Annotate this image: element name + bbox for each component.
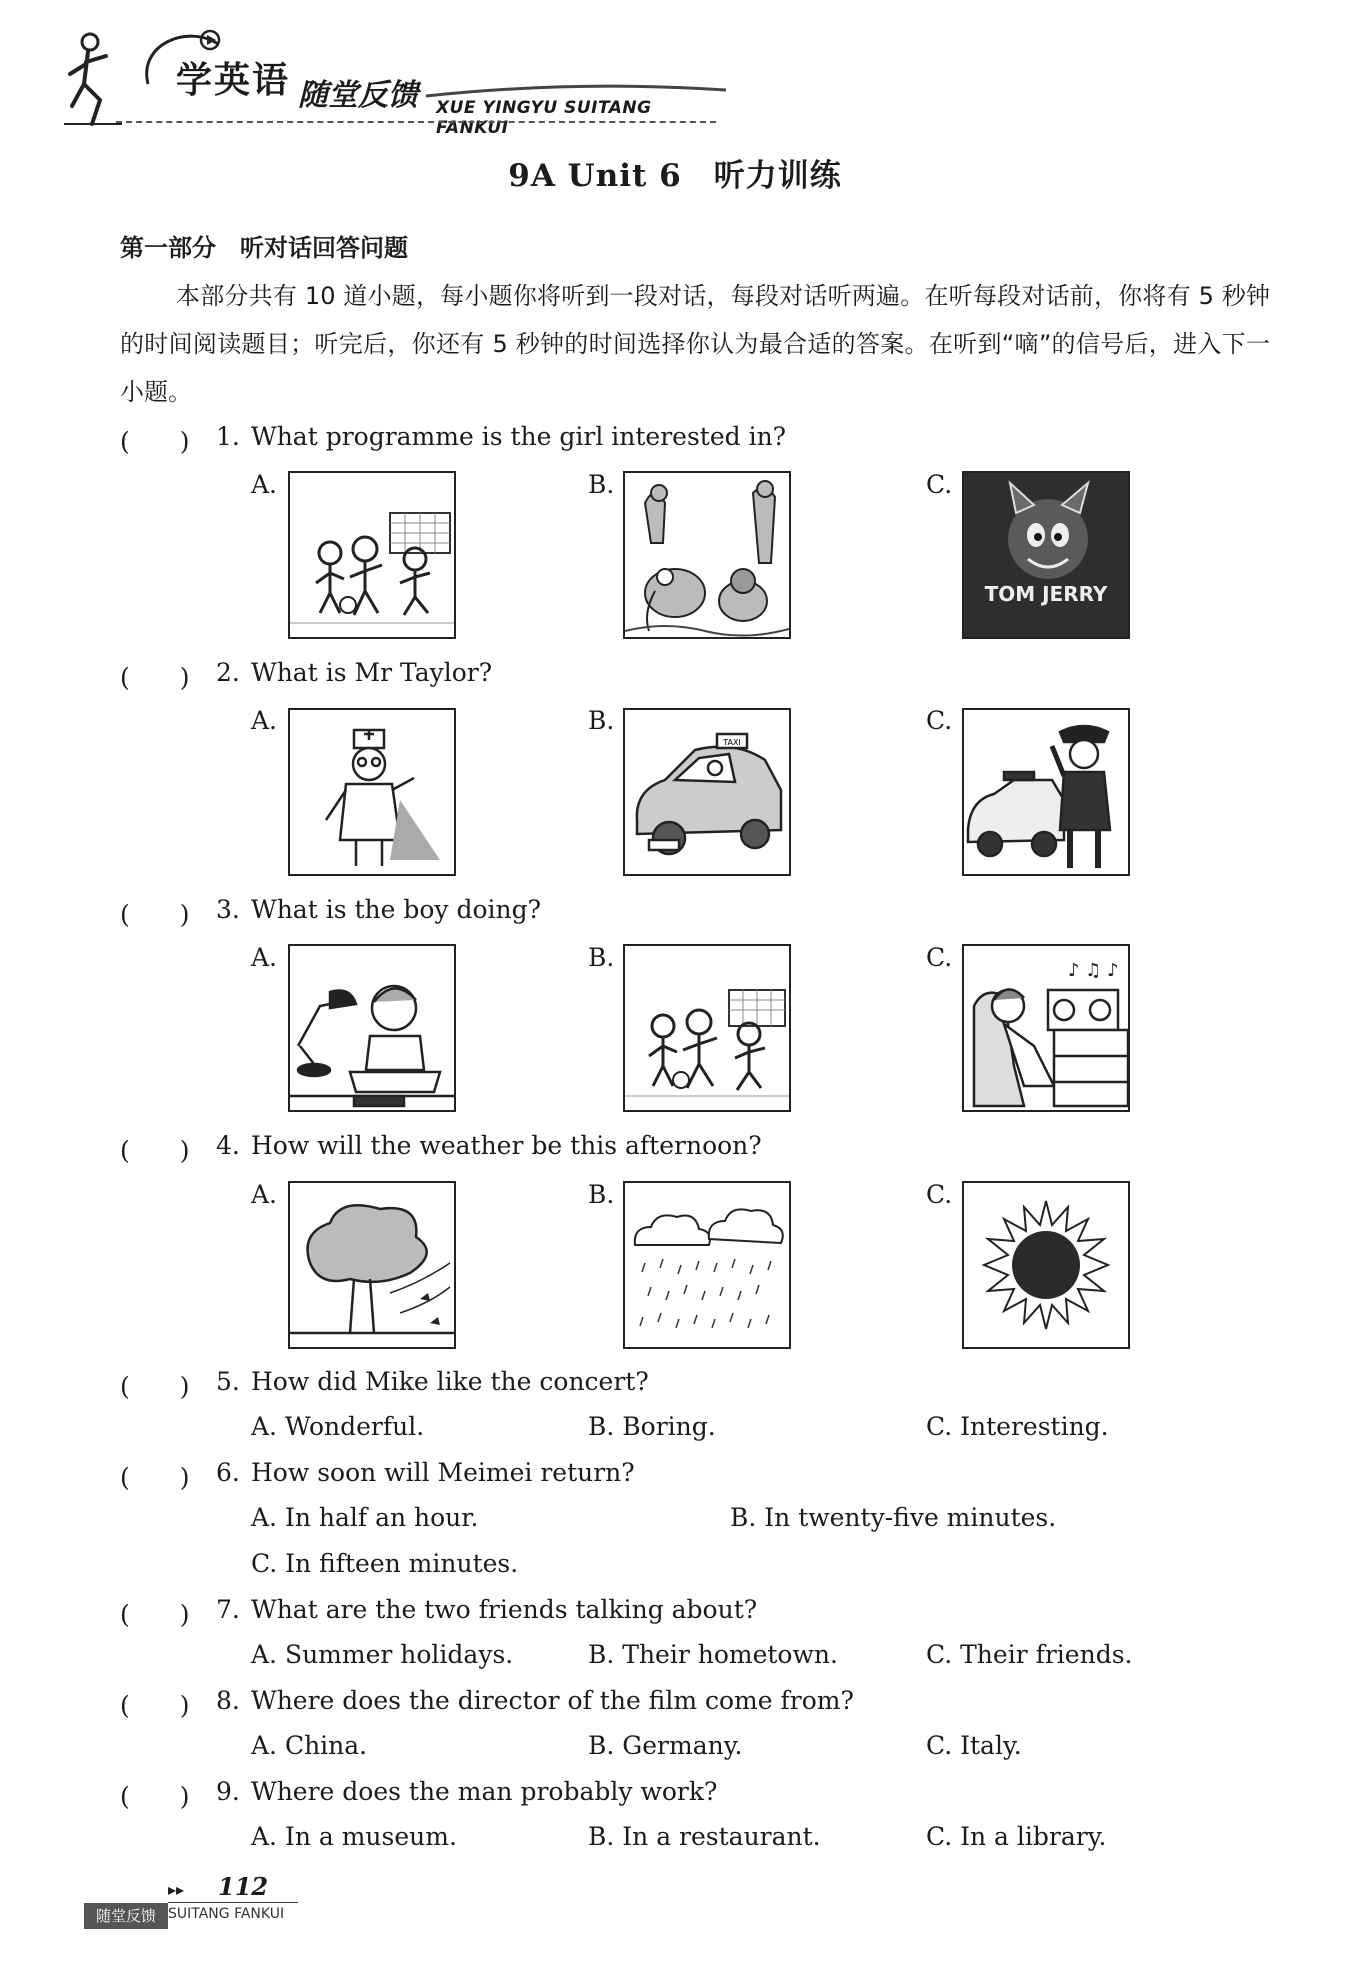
double-arrow-icon: ▸▸	[168, 1880, 185, 1899]
question-number: 3.	[216, 895, 240, 924]
option-letter[interactable]: B.	[588, 1180, 615, 1209]
option-c[interactable]: C. In a library.	[926, 1822, 1107, 1851]
football-players-picture[interactable]	[288, 471, 456, 639]
option-b[interactable]: B. In a restaurant.	[588, 1822, 821, 1851]
header-chinese-subtitle: 随堂反馈	[298, 78, 418, 113]
question-number: 5.	[216, 1367, 240, 1396]
question-text: What are the two friends talking about?	[251, 1595, 758, 1624]
music-notes-icon: ♪ ♫ ♪	[1068, 960, 1119, 981]
boys-playing-football-picture[interactable]	[623, 944, 791, 1112]
page-number: 112	[218, 1872, 269, 1901]
rainy-clouds-picture[interactable]	[623, 1181, 791, 1349]
question-text: What programme is the girl interested in?	[251, 422, 787, 451]
answer-blank[interactable]: ( )	[120, 1463, 190, 1492]
option-b[interactable]: B. Boring.	[588, 1412, 716, 1441]
page-title: 9A Unit 6 听力训练	[508, 158, 842, 194]
tom-jerry-logo-text: TOM JERRY	[984, 582, 1108, 606]
option-letter[interactable]: B.	[588, 943, 615, 972]
taxi-sign-text: TAXI	[723, 738, 741, 747]
header-chinese-title: 学英语	[176, 60, 291, 101]
question-number: 6.	[216, 1458, 240, 1487]
option-c[interactable]: C. In fifteen minutes.	[251, 1549, 519, 1578]
option-a[interactable]: A. Summer holidays.	[251, 1640, 514, 1669]
question-number: 2.	[216, 658, 240, 687]
question-number: 1.	[216, 422, 240, 451]
answer-blank[interactable]: ( )	[120, 1136, 190, 1165]
option-a[interactable]: A. In half an hour.	[251, 1503, 479, 1532]
boy-studying-picture[interactable]	[288, 944, 456, 1112]
question-number: 4.	[216, 1131, 240, 1160]
policeman-picture[interactable]	[962, 708, 1130, 876]
sun-picture[interactable]	[962, 1181, 1130, 1349]
animals-picture[interactable]	[623, 471, 791, 639]
option-letter[interactable]: A.	[251, 943, 278, 972]
option-c[interactable]: C. Italy.	[926, 1731, 1022, 1760]
book-header	[56, 18, 696, 138]
answer-blank[interactable]: ( )	[120, 1691, 190, 1720]
option-letter[interactable]: C.	[926, 1180, 953, 1209]
option-a[interactable]: A. Wonderful.	[251, 1412, 425, 1441]
taxi-driver-picture[interactable]	[623, 708, 791, 876]
option-b[interactable]: B. In twenty-five minutes.	[730, 1503, 1057, 1532]
windy-tree-picture[interactable]	[288, 1181, 456, 1349]
footer-badge: 随堂反馈	[84, 1903, 168, 1929]
boy-listening-music-picture[interactable]	[962, 944, 1130, 1112]
question-text: How will the weather be this afternoon?	[251, 1131, 762, 1160]
header-english-title: XUE YINGYU SUITANG FANKUI	[436, 98, 652, 138]
part-heading: 第一部分 听对话回答问题	[120, 234, 408, 262]
option-letter[interactable]: C.	[926, 706, 953, 735]
question-text: How soon will Meimei return?	[251, 1458, 635, 1487]
tom-and-jerry-picture[interactable]	[962, 471, 1130, 639]
option-letter[interactable]: C.	[926, 943, 953, 972]
header-divider	[116, 121, 716, 123]
answer-blank[interactable]: ( )	[120, 427, 190, 456]
option-letter[interactable]: A.	[251, 470, 278, 499]
question-text: What is the boy doing?	[251, 895, 542, 924]
option-letter[interactable]: C.	[926, 470, 953, 499]
answer-blank[interactable]: ( )	[120, 900, 190, 929]
option-letter[interactable]: B.	[588, 470, 615, 499]
question-number: 8.	[216, 1686, 240, 1715]
question-text: What is Mr Taylor?	[251, 658, 493, 687]
question-text: Where does the man probably work?	[251, 1777, 718, 1806]
question-text: How did Mike like the concert?	[251, 1367, 649, 1396]
option-a[interactable]: A. China.	[251, 1731, 368, 1760]
option-c[interactable]: C. Their friends.	[926, 1640, 1133, 1669]
answer-blank[interactable]: ( )	[120, 1600, 190, 1629]
footer-divider	[168, 1902, 298, 1903]
header-swoosh	[426, 84, 726, 98]
doctor-picture[interactable]	[288, 708, 456, 876]
answer-blank[interactable]: ( )	[120, 663, 190, 692]
answer-blank[interactable]: ( )	[120, 1372, 190, 1401]
option-c[interactable]: C. Interesting.	[926, 1412, 1109, 1441]
option-letter[interactable]: A.	[251, 1180, 278, 1209]
instructions: 本部分共有 10 道小题，每小题你将听到一段对话，每段对话听两遍。在听每段对话前，你将有 5 秒钟的时间阅读题目；听完后，你还有 5 秒钟的时间选择你认为最合适的答案。在听到“嘀”的信号后，进入下一小题。	[120, 282, 1270, 406]
option-a[interactable]: A. In a museum.	[251, 1822, 457, 1851]
option-letter[interactable]: B.	[588, 706, 615, 735]
answer-blank[interactable]: ( )	[120, 1782, 190, 1811]
question-text: Where does the director of the film come from?	[251, 1686, 854, 1715]
option-b[interactable]: B. Their hometown.	[588, 1640, 838, 1669]
option-b[interactable]: B. Germany.	[588, 1731, 743, 1760]
question-number: 9.	[216, 1777, 240, 1806]
runner-logo-icon	[62, 28, 132, 128]
option-letter[interactable]: A.	[251, 706, 278, 735]
question-number: 7.	[216, 1595, 240, 1624]
footer-english: SUITANG FANKUI	[168, 1906, 285, 1922]
